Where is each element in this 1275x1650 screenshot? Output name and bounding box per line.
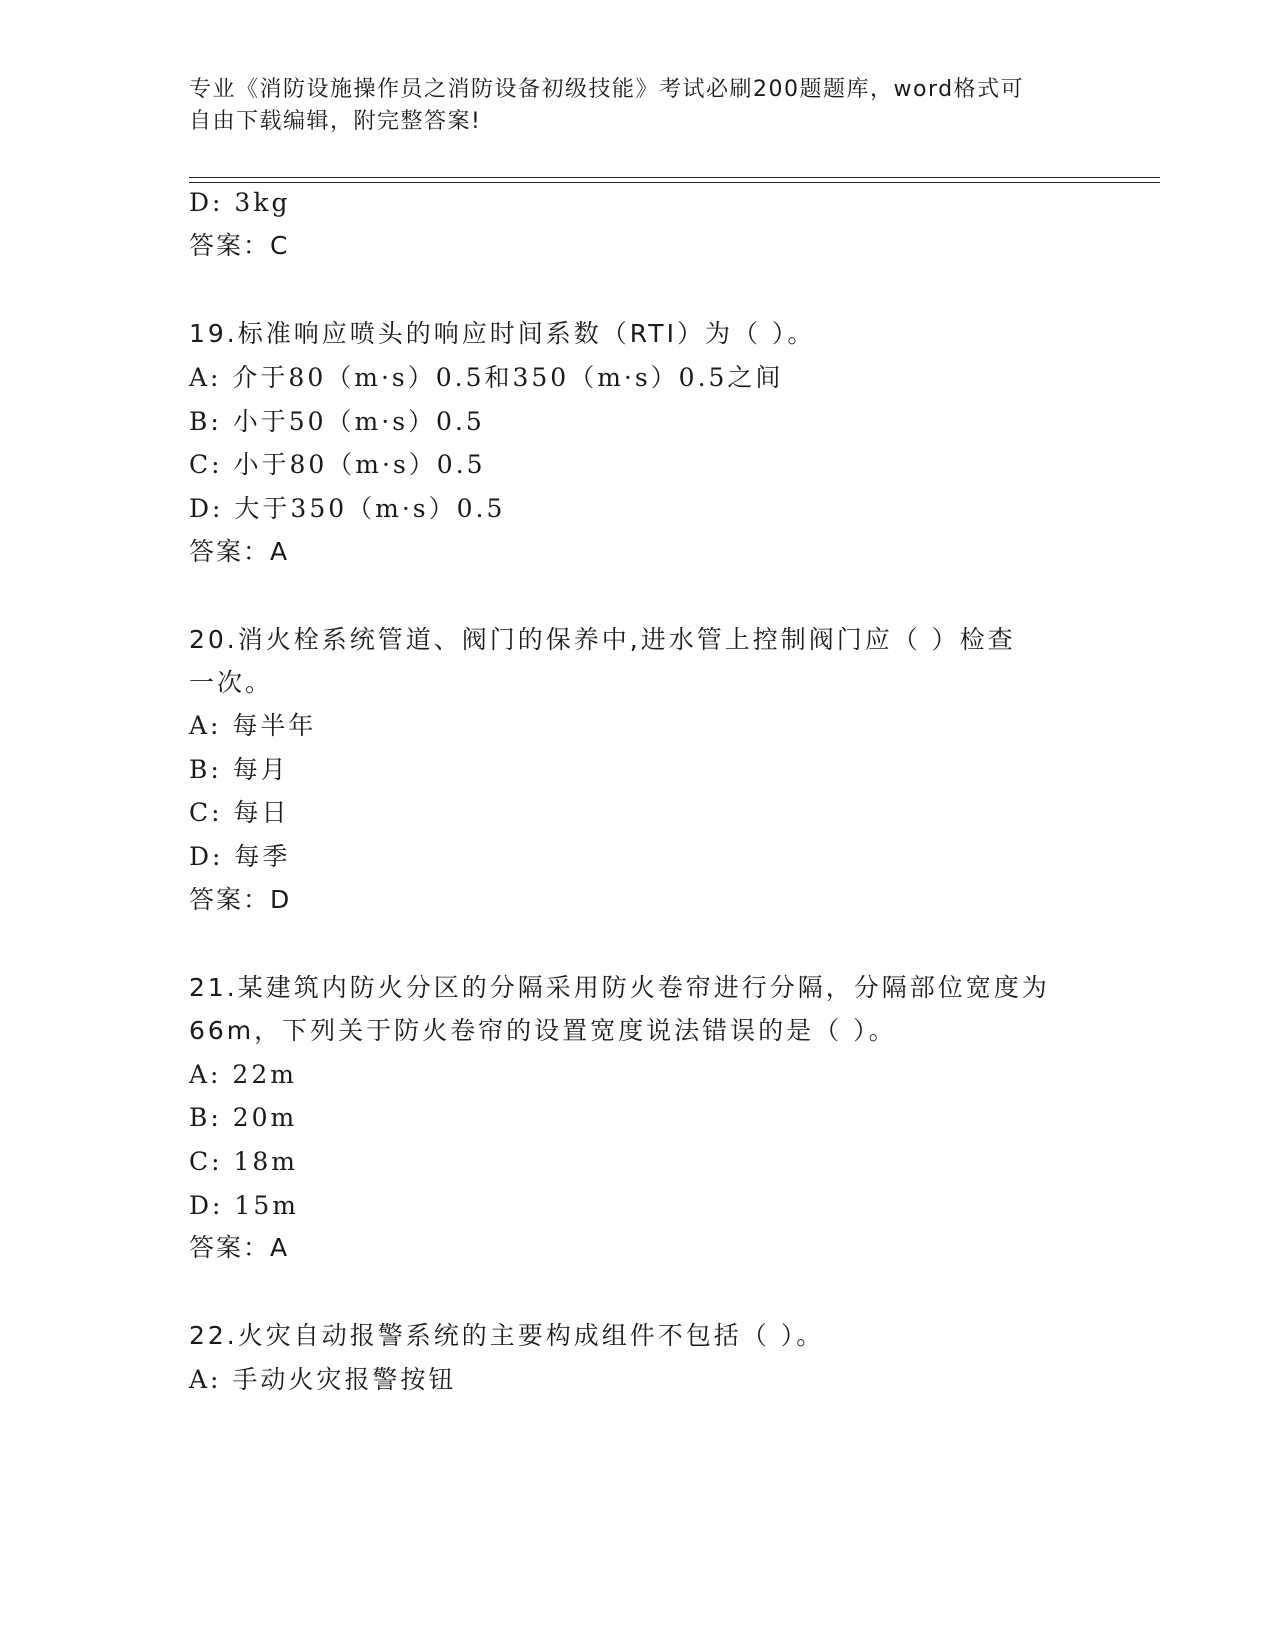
q20-option-a: A: 每半年 <box>189 711 317 740</box>
header-line-2: 自由下载编辑，附完整答案! <box>189 109 482 134</box>
q21-stem-line-2: 66m，下列关于防火卷帘的设置宽度说法错误的是（ ）。 <box>189 1016 897 1045</box>
q20-option-d: D: 每季 <box>189 842 291 871</box>
page-header <box>189 74 1089 138</box>
q20-stem-line-2: 一次。 <box>189 668 274 697</box>
q20-option-b: B: 每月 <box>189 755 289 784</box>
q19-option-b: B: 小于50（m·s）0.5 <box>189 407 485 436</box>
q22-option-a: A: 手动火灾报警按钮 <box>189 1365 457 1394</box>
q20-option-c: C: 每日 <box>189 798 290 827</box>
q19-option-a: A: 介于80（m·s）0.5和350（m·s）0.5之间 <box>189 363 784 392</box>
q19-option-d: D: 大于350（m·s）0.5 <box>189 494 506 523</box>
q19-option-c: C: 小于80（m·s）0.5 <box>189 450 486 479</box>
q21-option-b: B: 20m <box>189 1103 298 1132</box>
q21-option-a: A: 22m <box>189 1060 297 1089</box>
q21-stem-line-1: 21.某建筑内防火分区的分隔采用防火卷帘进行分隔，分隔部位宽度为 <box>189 973 1050 1002</box>
q19-answer: 答案：A <box>189 537 290 566</box>
header-line-1: 专业《消防设施操作员之消防设备初级技能》考试必刷200题题库，word格式可 <box>189 77 1025 102</box>
q18-answer: 答案：C <box>189 231 290 260</box>
header-divider <box>189 177 1160 183</box>
q19-stem: 19.标准响应喷头的响应时间系数（RTI）为（ ）。 <box>189 319 816 348</box>
q22-stem: 22.火灾自动报警系统的主要构成组件不包括（ ）。 <box>189 1321 825 1350</box>
q21-option-d: D: 15m <box>189 1191 299 1220</box>
q20-answer: 答案：D <box>189 885 292 914</box>
q21-answer: 答案：A <box>189 1233 290 1262</box>
q20-stem-line-1: 20.消火栓系统管道、阀门的保养中,进水管上控制阀门应（ ）检查 <box>189 625 1016 654</box>
q21-option-c: C: 18m <box>189 1147 299 1176</box>
q18-option-d: D: 3kg <box>189 188 291 217</box>
